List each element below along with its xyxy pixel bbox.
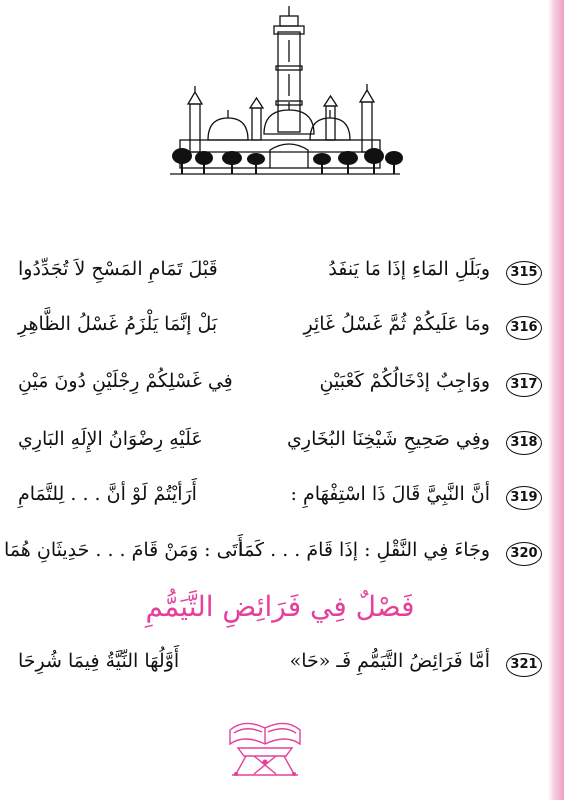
verse-number: 316: [506, 316, 542, 340]
verse-second-hemistich: قَبْلَ تَمَامِ المَسْحِ لاَ تُجَدِّدُوا: [18, 258, 218, 280]
verse-first-hemistich: أمَّا فَرَائِضُ التَّيَمُّمِ فَـ «حَا»: [289, 650, 490, 672]
quran-stand-icon: [224, 700, 306, 780]
verse-second-hemistich: أَوَّلُهَا النِّيَّةُ فِيمَا شُرِحَا: [18, 650, 180, 672]
verse-first-hemistich: وبَلَلِ المَاءِ إذَا مَا يَنفَدُ: [328, 258, 490, 280]
verse-row: [12, 258, 544, 292]
mosque-illustration: [160, 6, 405, 181]
verse-row: [12, 313, 544, 347]
verse-row: [12, 483, 544, 517]
verse-second-hemistich: أَرَأيْتُمْ لَوْ أنَّ . . . لِلتَّمَامِ: [18, 483, 197, 505]
verse-number: 318: [506, 431, 542, 455]
verse-number: 319: [506, 486, 542, 510]
verse-row: [12, 370, 544, 404]
verse-number: 315: [506, 261, 542, 285]
verse-first-hemistich: أنَّ النَّبِيَّ قَالَ ذَا اسْتِفْهَامِ :: [290, 483, 490, 505]
verse-row: [12, 428, 544, 462]
verse-second-hemistich: فِي غَسْلِكُمْ رِجْلَيْنِ دُونَ مَيْنِ: [18, 370, 233, 392]
verse-first-hemistich: وجَاءَ فِي النَّقْلِ : إذَا قَامَ . . . كَمَا: [238, 539, 490, 561]
verse-first-hemistich: وفِي صَحِيحِ شَيْخِنَا البُخَارِي: [287, 428, 490, 450]
verse-second-hemistich: بَلْ إنَّمَا يَلْزَمُ غَسْلُ الظَّاهِرِ: [18, 313, 218, 335]
verse-number: 320: [506, 542, 542, 566]
verse-first-hemistich: ومَا عَلَيكُمْ ثُمَّ غَسْلُ غَائِرِ: [303, 313, 490, 335]
page-edge-decoration: [548, 0, 564, 800]
verse-second-hemistich: أَتَى : وَمَنْ قَامَ . . . حَدِيثَانِ هُمَا: [4, 539, 243, 561]
verse-row: [12, 650, 544, 684]
verse-second-hemistich: عَلَيْهِ رِضْوَانُ الإِلَهِ البَارِي: [18, 428, 203, 450]
verse-number: 321: [506, 653, 542, 677]
section-heading: فَصْلٌ فِي فَرَائِضِ التَّيَمُّمِ: [145, 590, 415, 623]
verse-number: 317: [506, 373, 542, 397]
verse-row: [4, 539, 544, 573]
verse-first-hemistich: ووَاجِبٌ إدْخَالُكُمْ كَعْبَيْنِ: [319, 370, 490, 392]
